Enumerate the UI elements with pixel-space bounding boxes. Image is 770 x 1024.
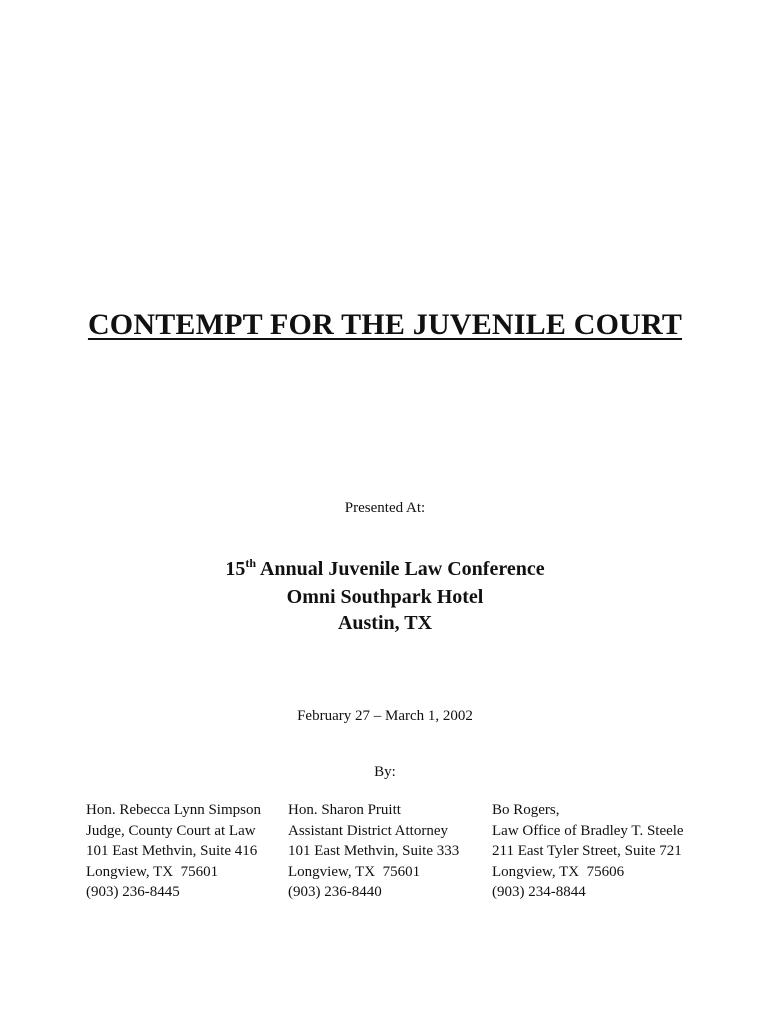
document-title xyxy=(0,308,770,342)
author-name: Hon. Rebecca Lynn Simpson xyxy=(86,802,261,818)
author-phone: (903) 234-8844 xyxy=(492,884,586,900)
conference-city: Austin, TX xyxy=(337,612,433,634)
author-city: Longview, TX 75601 xyxy=(288,863,421,880)
author-street: 211 East Tyler Street, Suite 721 xyxy=(492,843,682,859)
author-name: Bo Rogers, xyxy=(492,802,560,818)
conference-ordinal-suffix: th xyxy=(245,556,257,570)
author-phone: (903) 236-8440 xyxy=(288,884,382,900)
conference-dates: February 27 – March 1, 2002 xyxy=(297,708,473,724)
author-name: Hon. Sharon Pruitt xyxy=(288,802,401,818)
conference-block xyxy=(0,556,770,636)
conference-name-line xyxy=(0,556,770,584)
conference-venue: Omni Southpark Hotel xyxy=(286,586,484,608)
conference-name: Annual Juvenile Law Conference xyxy=(256,558,545,580)
author-block-simpson xyxy=(86,800,261,903)
author-role: Judge, County Court at Law xyxy=(86,822,256,839)
author-block-rogers xyxy=(492,800,684,903)
presented-at-label: Presented At: xyxy=(344,500,426,516)
document-title-text: CONTEMPT FOR THE JUVENILE COURT xyxy=(87,308,683,341)
author-role: Law Office of Bradley T. Steele xyxy=(492,822,684,839)
author-block-pruitt xyxy=(288,800,459,903)
author-street: 101 East Methvin, Suite 416 xyxy=(86,843,258,859)
author-street: 101 East Methvin, Suite 333 xyxy=(288,843,460,859)
author-role: Assistant District Attorney xyxy=(288,822,448,839)
author-city: Longview, TX 75606 xyxy=(492,863,625,880)
by-label: By: xyxy=(374,764,396,780)
author-phone: (903) 236-8445 xyxy=(86,884,180,900)
conference-ordinal-number: 15 xyxy=(225,558,246,580)
author-city: Longview, TX 75601 xyxy=(86,863,219,880)
